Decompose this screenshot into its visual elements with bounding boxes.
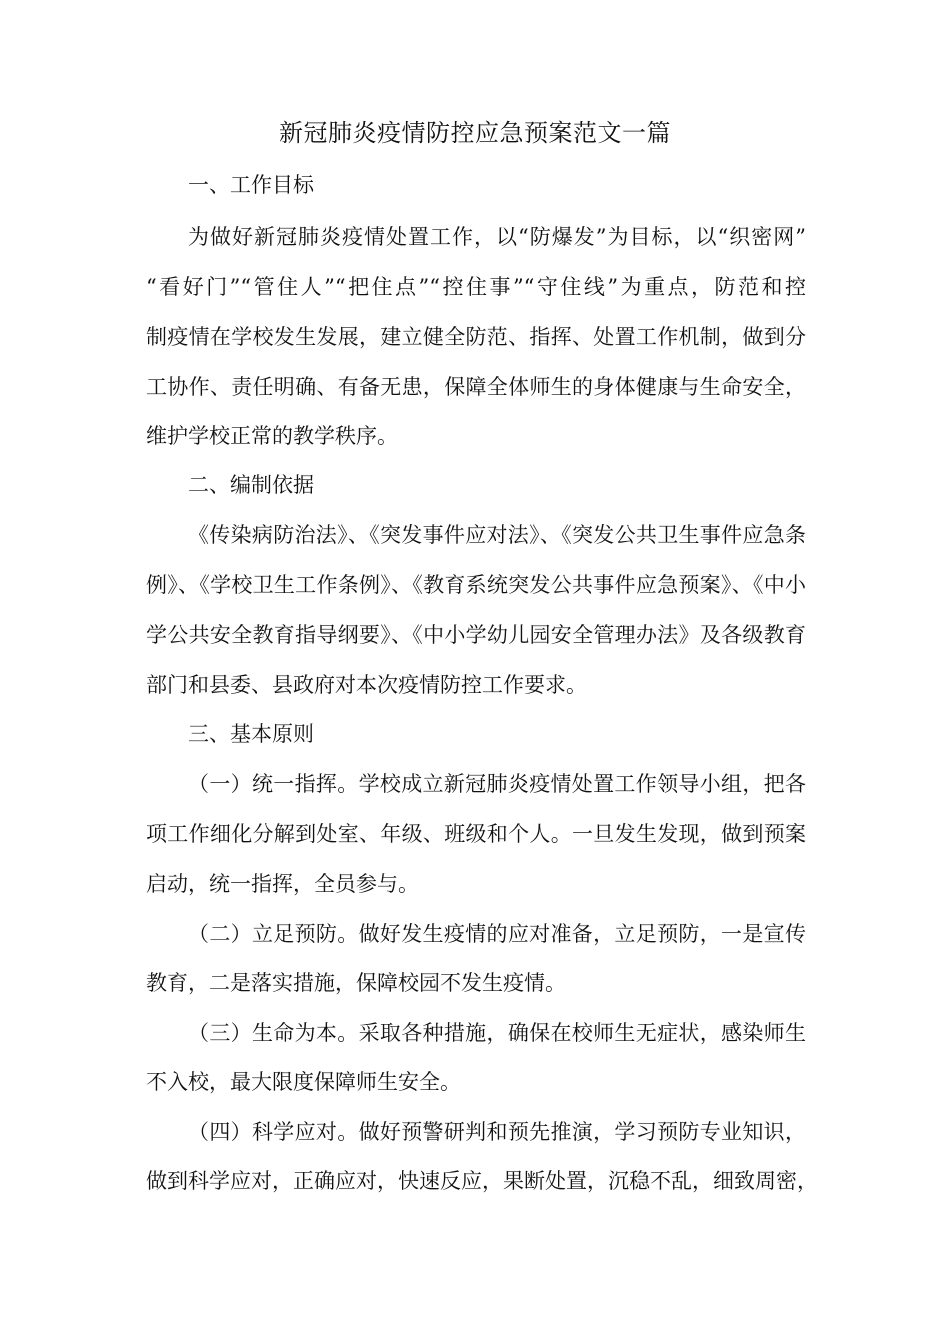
paragraph-line: 教育，二是落实措施，保障校园不发生疫情。 bbox=[146, 971, 566, 995]
paragraph-line: 例》、《学校卫生工作条例》、《教育系统突发公共事件应急预案》、《中小 bbox=[146, 573, 806, 597]
paragraph-line: 不入校，最大限度保障师生安全。 bbox=[146, 1070, 461, 1094]
paragraph-line: 《传染病防治法》、《突发事件应对法》、《突发公共卫生事件应急条 bbox=[188, 523, 806, 547]
paragraph-line: 启动，统一指挥，全员参与。 bbox=[146, 872, 419, 896]
paragraph-line: “看好门”“管住人”“把住点”“控住事”“守住线”为重点，防范和控 bbox=[146, 275, 806, 299]
paragraph-line: 制疫情在学校发生发展，建立健全防范、指挥、处置工作机制，做到分 bbox=[146, 325, 806, 349]
paragraph-line: （四）科学应对。做好预警研判和预先推演，学习预防专业知识， bbox=[188, 1120, 806, 1144]
paragraph-line: 维护学校正常的教学秩序。 bbox=[146, 424, 398, 448]
paragraph-line: 部门和县委、县政府对本次疫情防控工作要求。 bbox=[146, 673, 587, 697]
paragraph-line: 学公共安全教育指导纲要》、《中小学幼儿园安全管理办法》及各级教育 bbox=[146, 623, 806, 647]
paragraph-line: （一）统一指挥。学校成立新冠肺炎疫情处置工作领导小组，把各 bbox=[188, 772, 806, 796]
paragraph-line: 为做好新冠肺炎疫情处置工作，以“防爆发”为目标，以“织密网” bbox=[188, 225, 806, 249]
paragraph-line: （三）生命为本。采取各种措施，确保在校师生无症状，感染师生 bbox=[188, 1021, 806, 1045]
paragraph-line: 项工作细化分解到处室、年级、班级和个人。一旦发生发现，做到预案 bbox=[146, 822, 806, 846]
section-heading: 三、基本原则 bbox=[188, 722, 314, 746]
paragraph-line: 工协作、责任明确、有备无患，保障全体师生的身体健康与生命安全， bbox=[146, 375, 806, 399]
section-heading: 一、工作目标 bbox=[188, 173, 314, 197]
paragraph-line: （二）立足预防。做好发生疫情的应对准备，立足预防，一是宣传 bbox=[188, 922, 806, 946]
paragraph-line: 做到科学应对，正确应对，快速反应，果断处置，沉稳不乱，细致周密， bbox=[146, 1169, 818, 1193]
document-title: 新冠肺炎疫情防控应急预案范文一篇 bbox=[279, 119, 671, 147]
section-heading: 二、编制依据 bbox=[188, 473, 314, 497]
